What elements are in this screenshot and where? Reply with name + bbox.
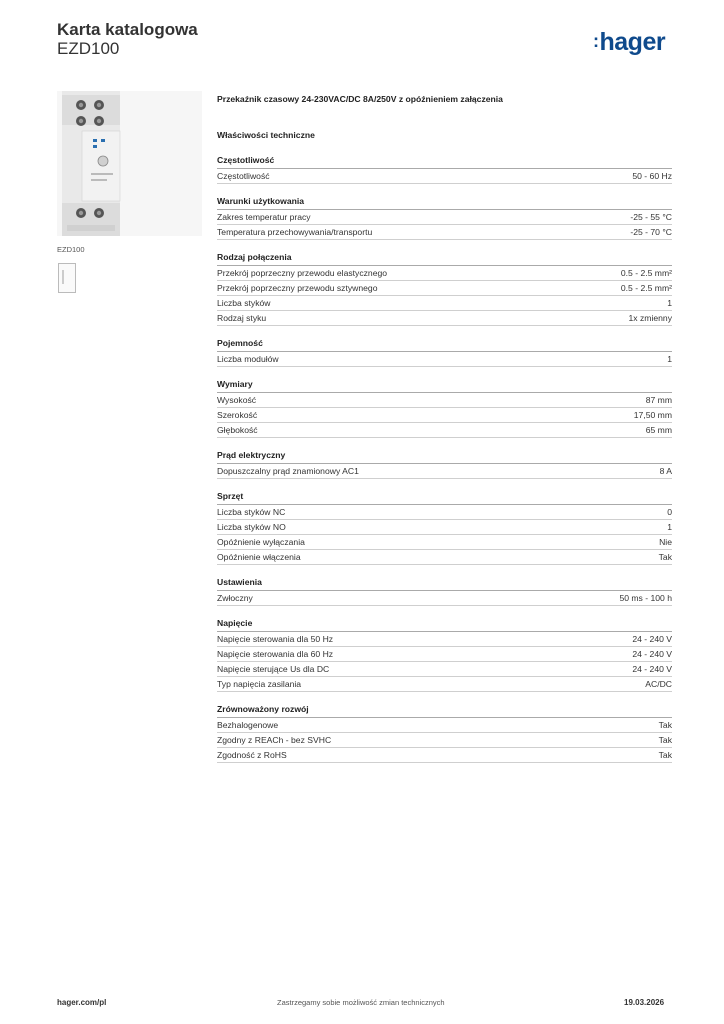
spec-row	[217, 225, 672, 240]
spec-group	[217, 338, 672, 367]
group-title: Sprzęt	[217, 491, 672, 505]
thumbnail[interactable]	[58, 263, 76, 293]
spec-label: Przekrój poprzeczny przewodu elastycznego	[217, 268, 388, 278]
spec-value: 1	[667, 298, 672, 308]
spec-value: 24 - 240 V	[632, 664, 672, 674]
spec-label: Zakres temperatur pracy	[217, 212, 311, 222]
spec-value: 8 A	[659, 466, 672, 476]
spec-label: Przekrój poprzeczny przewodu sztywnego	[217, 283, 378, 293]
spec-row	[217, 169, 672, 184]
spec-value: 0.5 - 2.5 mm²	[620, 283, 672, 293]
spec-value: 50 - 60 Hz	[632, 171, 672, 181]
spec-label: Dopuszczalny prąd znamionowy AC1	[217, 466, 359, 476]
spec-value: Tak	[658, 750, 672, 760]
spec-row	[217, 311, 672, 326]
spec-row	[217, 352, 672, 367]
spec-label: Rodzaj styku	[217, 313, 267, 323]
spec-value: 24 - 240 V	[632, 649, 672, 659]
spec-group	[217, 196, 672, 240]
spec-row	[217, 296, 672, 311]
spec-value: 50 ms - 100 h	[619, 593, 672, 603]
spec-row	[217, 591, 672, 606]
spec-value: Tak	[658, 720, 672, 730]
group-title: Warunki użytkowania	[217, 196, 672, 210]
spec-label: Częstotliwość	[217, 171, 270, 181]
spec-label: Napięcie sterowania dla 50 Hz	[217, 634, 334, 644]
spec-value: AC/DC	[645, 679, 672, 689]
spec-label: Szerokość	[217, 410, 258, 420]
spec-row	[217, 408, 672, 423]
spec-label: Zgodność z RoHS	[217, 750, 287, 760]
spec-label: Liczba styków NC	[217, 507, 286, 517]
spec-label: Typ napięcia zasilania	[217, 679, 302, 689]
spec-label: Bezhalogenowe	[217, 720, 279, 730]
group-title: Prąd elektryczny	[217, 450, 672, 464]
spec-groups	[217, 155, 672, 763]
spec-label: Zgodny z REACh - bez SVHC	[217, 735, 332, 745]
spec-row	[217, 733, 672, 748]
spec-row	[217, 423, 672, 438]
spec-label: Liczba styków	[217, 298, 271, 308]
footer-website[interactable]: hager.com/pl	[57, 998, 107, 1007]
spec-row	[217, 632, 672, 647]
spec-row	[217, 662, 672, 677]
spec-row	[217, 748, 672, 763]
group-title: Zrównoważony rozwój	[217, 704, 672, 718]
spec-row	[217, 718, 672, 733]
product-code: EZD100	[57, 39, 120, 58]
hager-logo	[593, 28, 665, 57]
footer-disclaimer: Zastrzegamy sobie możliwość zmian technicznych	[277, 998, 445, 1007]
product-image	[57, 91, 202, 236]
spec-value: Tak	[658, 552, 672, 562]
spec-group	[217, 491, 672, 565]
spec-value: -25 - 55 °C	[630, 212, 672, 222]
spec-row	[217, 210, 672, 225]
spec-row	[217, 520, 672, 535]
logo-text: hager	[599, 28, 666, 56]
spec-value: 1	[667, 354, 672, 364]
spec-value: Nie	[659, 537, 672, 547]
relay-device-icon	[57, 91, 202, 236]
spec-value: 87 mm	[645, 395, 672, 405]
spec-label: Zwłoczny	[217, 593, 253, 603]
spec-group	[217, 252, 672, 326]
section-title: Właściwości techniczne	[217, 130, 315, 140]
logo-colon: :	[593, 31, 599, 51]
group-title: Pojemność	[217, 338, 672, 352]
spec-value: 0	[667, 507, 672, 517]
header-title: Karta katalogowa	[57, 20, 198, 39]
spec-row	[217, 393, 672, 408]
spec-value: Tak	[658, 735, 672, 745]
product-description: Przekaźnik czasowy 24-230VAC/DC 8A/250V z opóźnieniem załączenia	[217, 94, 503, 104]
spec-row	[217, 505, 672, 520]
spec-label: Napięcie sterujące Us dla DC	[217, 664, 330, 674]
spec-sheet	[217, 94, 672, 775]
spec-row	[217, 464, 672, 479]
spec-group	[217, 450, 672, 479]
spec-value: 1	[667, 522, 672, 532]
spec-row	[217, 550, 672, 565]
spec-label: Wysokość	[217, 395, 257, 405]
spec-label: Liczba modułów	[217, 354, 279, 364]
spec-value: -25 - 70 °C	[630, 227, 672, 237]
spec-value: 0.5 - 2.5 mm²	[620, 268, 672, 278]
spec-label: Opóźnienie wyłączania	[217, 537, 305, 547]
spec-label: Głębokość	[217, 425, 258, 435]
spec-row	[217, 677, 672, 692]
image-caption: EZD100	[57, 245, 85, 254]
spec-row	[217, 266, 672, 281]
spec-group	[217, 379, 672, 438]
spec-value: 65 mm	[645, 425, 672, 435]
spec-value: 17,50 mm	[633, 410, 672, 420]
spec-row	[217, 647, 672, 662]
group-title: Częstotliwość	[217, 155, 672, 169]
group-title: Ustawienia	[217, 577, 672, 591]
spec-group	[217, 704, 672, 763]
footer-date: 19.03.2026	[624, 998, 665, 1007]
spec-label: Opóźnienie włączenia	[217, 552, 301, 562]
group-title: Wymiary	[217, 379, 672, 393]
spec-group	[217, 618, 672, 692]
spec-value: 1x zmienny	[628, 313, 672, 323]
spec-label: Liczba styków NO	[217, 522, 286, 532]
group-title: Napięcie	[217, 618, 672, 632]
spec-row	[217, 535, 672, 550]
spec-group	[217, 155, 672, 184]
spec-label: Temperatura przechowywania/transportu	[217, 227, 373, 237]
spec-value: 24 - 240 V	[632, 634, 672, 644]
spec-label: Napięcie sterowania dla 60 Hz	[217, 649, 334, 659]
group-title: Rodzaj połączenia	[217, 252, 672, 266]
spec-row	[217, 281, 672, 296]
spec-group	[217, 577, 672, 606]
